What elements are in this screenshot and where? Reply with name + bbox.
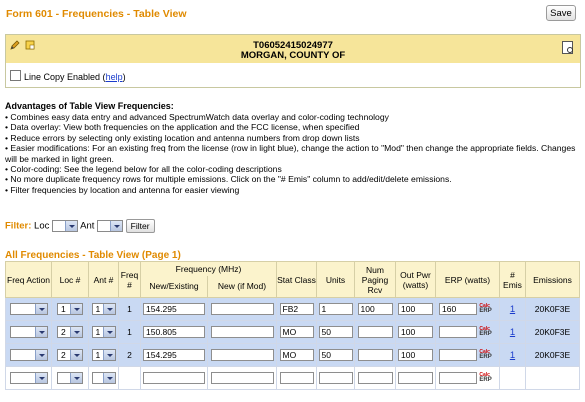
out-pwr-input[interactable]: 100: [398, 303, 433, 315]
loc-select[interactable]: 2: [57, 349, 83, 361]
freq-num: 1: [119, 298, 141, 321]
paging-rcv-input[interactable]: 100: [358, 303, 393, 315]
out-pwr-input[interactable]: 100: [398, 349, 433, 361]
ant-select[interactable]: 1: [92, 303, 116, 315]
line-copy-close: ): [122, 72, 126, 82]
page-title: Form 601 - Frequencies - Table View: [6, 8, 187, 20]
advantage-item: • No more duplicate frequency rows for multiple emissions. Click on the "# Emis" column to add/edit/delete emissions.: [5, 174, 452, 185]
frequency-new-if-mod-input[interactable]: [211, 372, 274, 384]
line-copy-label: Line Copy Enabled (: [24, 72, 106, 82]
loc-select[interactable]: [57, 372, 83, 384]
chevron-down-icon: [70, 304, 82, 314]
freq-action-select[interactable]: [10, 372, 48, 384]
calc-erp-icon[interactable]: Calc ERP: [479, 325, 492, 337]
freq-num: 1: [119, 321, 141, 344]
chevron-down-icon: [103, 350, 115, 360]
out-pwr-input[interactable]: 100: [398, 326, 433, 338]
advantage-item: • Color-coding: See the legend below for all the color-coding descriptions: [5, 164, 282, 175]
calc-erp-icon[interactable]: Calc ERP: [479, 302, 492, 314]
preview-icon[interactable]: [562, 41, 573, 54]
emissions-value: 20K0F3E: [526, 344, 580, 367]
table-row-new: [6, 367, 580, 390]
frequency-new-existing-input[interactable]: [143, 372, 205, 384]
paging-rcv-input[interactable]: [358, 372, 393, 384]
chevron-down-icon: [110, 221, 122, 231]
stat-class-input[interactable]: FB2: [280, 303, 314, 315]
table-row: [6, 321, 580, 344]
ant-select[interactable]: 1: [92, 326, 116, 338]
frequency-new-existing-input[interactable]: 154.295: [143, 303, 205, 315]
filter-label: Filter:: [5, 220, 32, 232]
ant-select[interactable]: [92, 372, 116, 384]
header-freq-action: Freq Action: [6, 262, 52, 298]
line-copy-toggle: [10, 70, 126, 82]
header-new-if-mod: New (if Mod): [208, 276, 277, 298]
advantage-item: • Data overlay: View both frequencies on the application and the FCC license, when specified: [5, 122, 360, 133]
filter-bar: [5, 219, 155, 233]
paging-rcv-input[interactable]: [358, 326, 393, 338]
frequency-new-if-mod-input[interactable]: [211, 326, 274, 338]
header-emissions: Emissions: [526, 262, 580, 298]
stat-class-input[interactable]: [280, 372, 314, 384]
header-stat-class: Stat Class: [277, 262, 317, 298]
emis-count-link[interactable]: 1: [509, 303, 516, 315]
emissions-value: 20K0F3E: [526, 321, 580, 344]
save-button[interactable]: Save: [546, 5, 576, 21]
calc-erp-icon[interactable]: Calc ERP: [479, 348, 492, 360]
frequency-new-existing-input[interactable]: 150.805: [143, 326, 205, 338]
chevron-down-icon: [103, 304, 115, 314]
frequency-new-if-mod-input[interactable]: [211, 303, 274, 315]
erp-input[interactable]: [439, 326, 477, 338]
chevron-down-icon: [35, 327, 47, 337]
header-frequency-mhz: Frequency (MHz): [141, 262, 277, 276]
chevron-down-icon: [70, 350, 82, 360]
advantage-item: • Easier modifications: For an existing freq from the license (row in light blue), change the action to "Mod" then change the appropriate fields. Changes will be marked in light green.: [5, 143, 576, 164]
license-panel: [5, 34, 581, 88]
advantages-list: [5, 112, 580, 195]
license-header-bar: [6, 35, 580, 63]
stat-class-input[interactable]: MO: [280, 349, 314, 361]
licensee-name: MORGAN, COUNTY OF: [240, 50, 346, 61]
emissions-value: [526, 367, 580, 390]
chevron-down-icon: [70, 373, 82, 383]
table-row: [6, 344, 580, 367]
chevron-down-icon: [35, 350, 47, 360]
line-copy-checkbox[interactable]: [10, 70, 21, 81]
table-row: [6, 298, 580, 321]
loc-select[interactable]: 2: [57, 326, 83, 338]
freq-action-select[interactable]: [10, 326, 48, 338]
freq-action-select[interactable]: [10, 349, 48, 361]
loc-select[interactable]: 1: [57, 303, 83, 315]
freq-num: 2: [119, 344, 141, 367]
advantage-item: • Combines easy data entry and advanced SpectrumWatch data overlay and color-coding technology: [5, 112, 389, 122]
chevron-down-icon: [70, 327, 82, 337]
emis-count-link[interactable]: 1: [509, 349, 516, 361]
units-input[interactable]: 1: [319, 303, 353, 315]
license-id: T06052415024977: [253, 40, 333, 51]
header-freq-num: Freq #: [119, 262, 141, 298]
header-units: Units: [317, 262, 355, 298]
paging-rcv-input[interactable]: [358, 349, 393, 361]
erp-input[interactable]: [439, 349, 477, 361]
emissions-value: 20K0F3E: [526, 298, 580, 321]
header-erp: ERP (watts): [436, 262, 500, 298]
advantage-item: • Filter frequencies by location and antenna for easier viewing: [5, 184, 240, 195]
help-link[interactable]: help: [105, 72, 123, 82]
freq-num: [119, 367, 141, 390]
chevron-down-icon: [35, 304, 47, 314]
table-title: All Frequencies - Table View (Page 1): [5, 250, 181, 261]
advantages-heading: Advantages of Table View Frequencies:: [5, 101, 174, 111]
chevron-down-icon: [65, 221, 77, 231]
header-emis-count: # Emis: [500, 262, 526, 298]
filter-loc-select[interactable]: [52, 220, 78, 232]
emis-count-link[interactable]: 1: [509, 326, 516, 338]
header-ant: Ant #: [89, 262, 119, 298]
header-new-existing: New/Existing: [141, 276, 208, 298]
header-out-pwr: Out Pwr (watts): [396, 262, 436, 298]
frequencies-table: [5, 261, 580, 390]
advantage-item: • Reduce errors by selecting only existing location and antenna numbers from drop down lists: [5, 132, 360, 143]
frequency-new-existing-input[interactable]: 154.295: [143, 349, 205, 361]
filter-button[interactable]: Filter: [126, 219, 155, 233]
emis-count: [500, 367, 526, 390]
erp-input[interactable]: 160: [439, 303, 477, 315]
calc-erp-icon[interactable]: Calc ERP: [479, 371, 492, 383]
header-num-paging: Num Paging Rcv: [355, 262, 396, 298]
filter-ant-label: Ant: [80, 220, 95, 232]
filter-ant-select[interactable]: [97, 220, 123, 232]
chevron-down-icon: [35, 373, 47, 383]
freq-action-select[interactable]: [10, 303, 48, 315]
filter-loc-label: Loc: [34, 220, 50, 232]
units-input[interactable]: 50: [319, 326, 353, 338]
header-loc: Loc #: [52, 262, 89, 298]
ant-select[interactable]: 1: [92, 349, 116, 361]
chevron-down-icon: [103, 327, 115, 337]
units-input[interactable]: [319, 372, 353, 384]
chevron-down-icon: [103, 373, 115, 383]
units-input[interactable]: 50: [319, 349, 353, 361]
erp-input[interactable]: [439, 372, 477, 384]
stat-class-input[interactable]: MO: [280, 326, 314, 338]
out-pwr-input[interactable]: [398, 372, 433, 384]
frequency-new-if-mod-input[interactable]: [211, 349, 274, 361]
